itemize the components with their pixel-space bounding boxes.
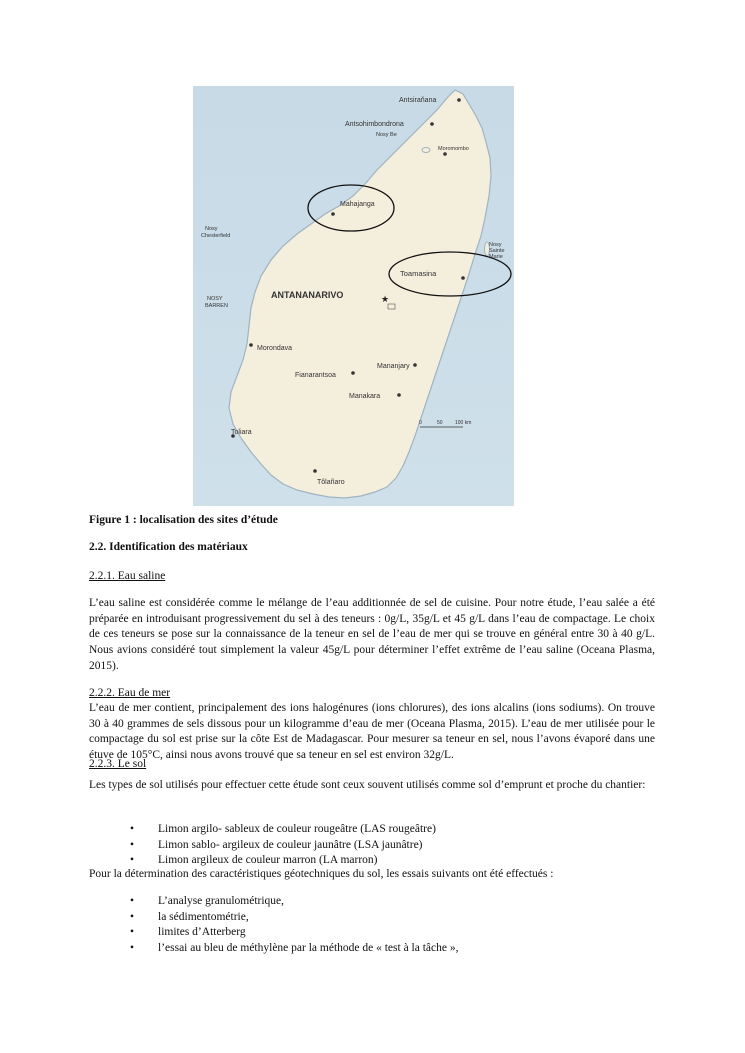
city-dot — [430, 122, 434, 126]
city-dot — [443, 152, 447, 156]
svg-text:0: 0 — [419, 420, 422, 426]
map-label-fianarantsoa: Fianarantsoa — [295, 372, 336, 379]
bullet-icon: • — [130, 910, 135, 923]
subsection-heading-eau-de-mer: 2.2.2. Eau de mer — [89, 687, 171, 699]
city-dot — [351, 371, 355, 375]
map-label-nosy-chesterfield: Nosy Chesterfield — [201, 226, 231, 239]
city-dot — [413, 363, 417, 367]
figure-caption: Figure 1 : localisation des sites d’étude — [89, 514, 278, 526]
city-dot — [313, 469, 317, 473]
paragraph-eau-de-mer: L’eau de mer contient, principalement des ions halogénures (ions chlorures), des ions alcalins (ions sodiums). On trouve 30 à 40 grammes de sels dissous pour un kilogramme d’eau de mer (Oceana Plasma, 2015). L’eau de mer utilisée pour le compactage du sol est prise sur la côte Est de Madagascar. Pour mesurer sa teneur en sel, nous l’avons évaporé dans une étuve de 105°C, ainsi nous avons trouvé que sa teneur en sel est environ 32g/L. — [89, 702, 655, 762]
bullet-icon: • — [130, 823, 135, 835]
capital-star-icon: ★ — [381, 294, 390, 304]
svg-text:50: 50 — [437, 420, 443, 426]
list-item: • Limon argileux de couleur marron (LA marron) — [89, 853, 655, 869]
subsection-heading-le-sol: 2.2.3. Le sol — [89, 758, 147, 770]
madagascar-map — [193, 86, 514, 506]
list-item: • l’essai au bleu de méthylène par la méthode de « test à la tâche », — [89, 941, 655, 957]
map-label-antsiranana: Antsiraňana — [399, 97, 437, 104]
paragraph-eau-saline: L’eau saline est considérée comme le mélange de l’eau additionnée de sel de cuisine. Pour notre étude, l’eau salée a été préparée en introduisant progressivement du sel à des teneurs : 0g/L, 35g/L et 45 g/L dans l’eau de compactage. Le choix de ces teneurs se pose sur la connaissance de la teneur en sel de l’eau de mer qui se trouve en général entre 30 à 40 g/L. Nous avions considéré tout simplement la valeur 45g/L pour déterminer l’effet extrême de l’eau saline (Oceana Plasma, 2015). — [89, 597, 655, 672]
map-label-morondava: Morondava — [257, 345, 293, 352]
madagascar-map-figure — [193, 86, 514, 506]
map-label-toliara: Toliara — [231, 429, 252, 436]
subsection-heading-eau-saline: 2.2.1. Eau saline — [89, 570, 166, 582]
map-label-nosy-barren: NOSY BARREN — [205, 296, 228, 309]
map-label-moromombo: Moromombo — [438, 146, 469, 152]
list-item: • la sédimentométrie, — [89, 910, 655, 926]
map-label-manakara: Manakara — [349, 393, 381, 400]
map-label-antsohimbondrona: Antsohimbondrona — [345, 121, 404, 128]
section-heading: 2.2. Identification des matériaux — [89, 541, 248, 553]
map-label-toamasina: Toamasina — [400, 269, 437, 278]
list-item: • Limon sablo- argileux de couleur jaunâtre (LSA jaunâtre) — [89, 838, 655, 854]
map-label-mananjary: Mananjary — [377, 363, 410, 370]
tests-list — [89, 894, 655, 956]
city-dot — [461, 276, 465, 280]
city-dot — [397, 393, 401, 397]
list-item: • Limon argilo- sableux de couleur rougeâtre (LAS rougeâtre) — [89, 822, 655, 838]
nosy-be-island — [422, 148, 430, 153]
bullet-icon: • — [130, 926, 135, 938]
city-dot — [457, 98, 461, 102]
map-label-nosy-sainte-marie: Nosy Sainte Marie — [489, 242, 505, 260]
svg-text:100 km: 100 km — [455, 420, 472, 426]
soil-types-list — [89, 822, 655, 869]
bullet-icon: • — [130, 854, 135, 866]
paragraph-tests-intro: Pour la détermination des caractéristiques géotechniques du sol, les essais suivants ont été effectués : — [89, 868, 554, 880]
map-label-nosy-be: Nosy Be — [376, 132, 397, 138]
list-item: • limites d’Atterberg — [89, 925, 655, 941]
map-label-mahajanga: Mahajanga — [340, 201, 375, 208]
paragraph-le-sol-intro: Les types de sol utilisés pour effectuer cette étude sont ceux souvent utilisés comme sol d’emprunt et proche du chantier: — [89, 779, 646, 791]
bullet-icon: • — [130, 941, 135, 954]
map-label-tolanaro: Tôlañaro — [317, 479, 345, 486]
map-label-antananarivo: ANTANANARIVO — [271, 290, 344, 300]
bullet-icon: • — [130, 838, 135, 851]
bullet-icon: • — [130, 895, 135, 907]
city-dot — [249, 343, 253, 347]
list-item: • L’analyse granulométrique, — [89, 894, 655, 910]
city-dot — [331, 212, 335, 216]
